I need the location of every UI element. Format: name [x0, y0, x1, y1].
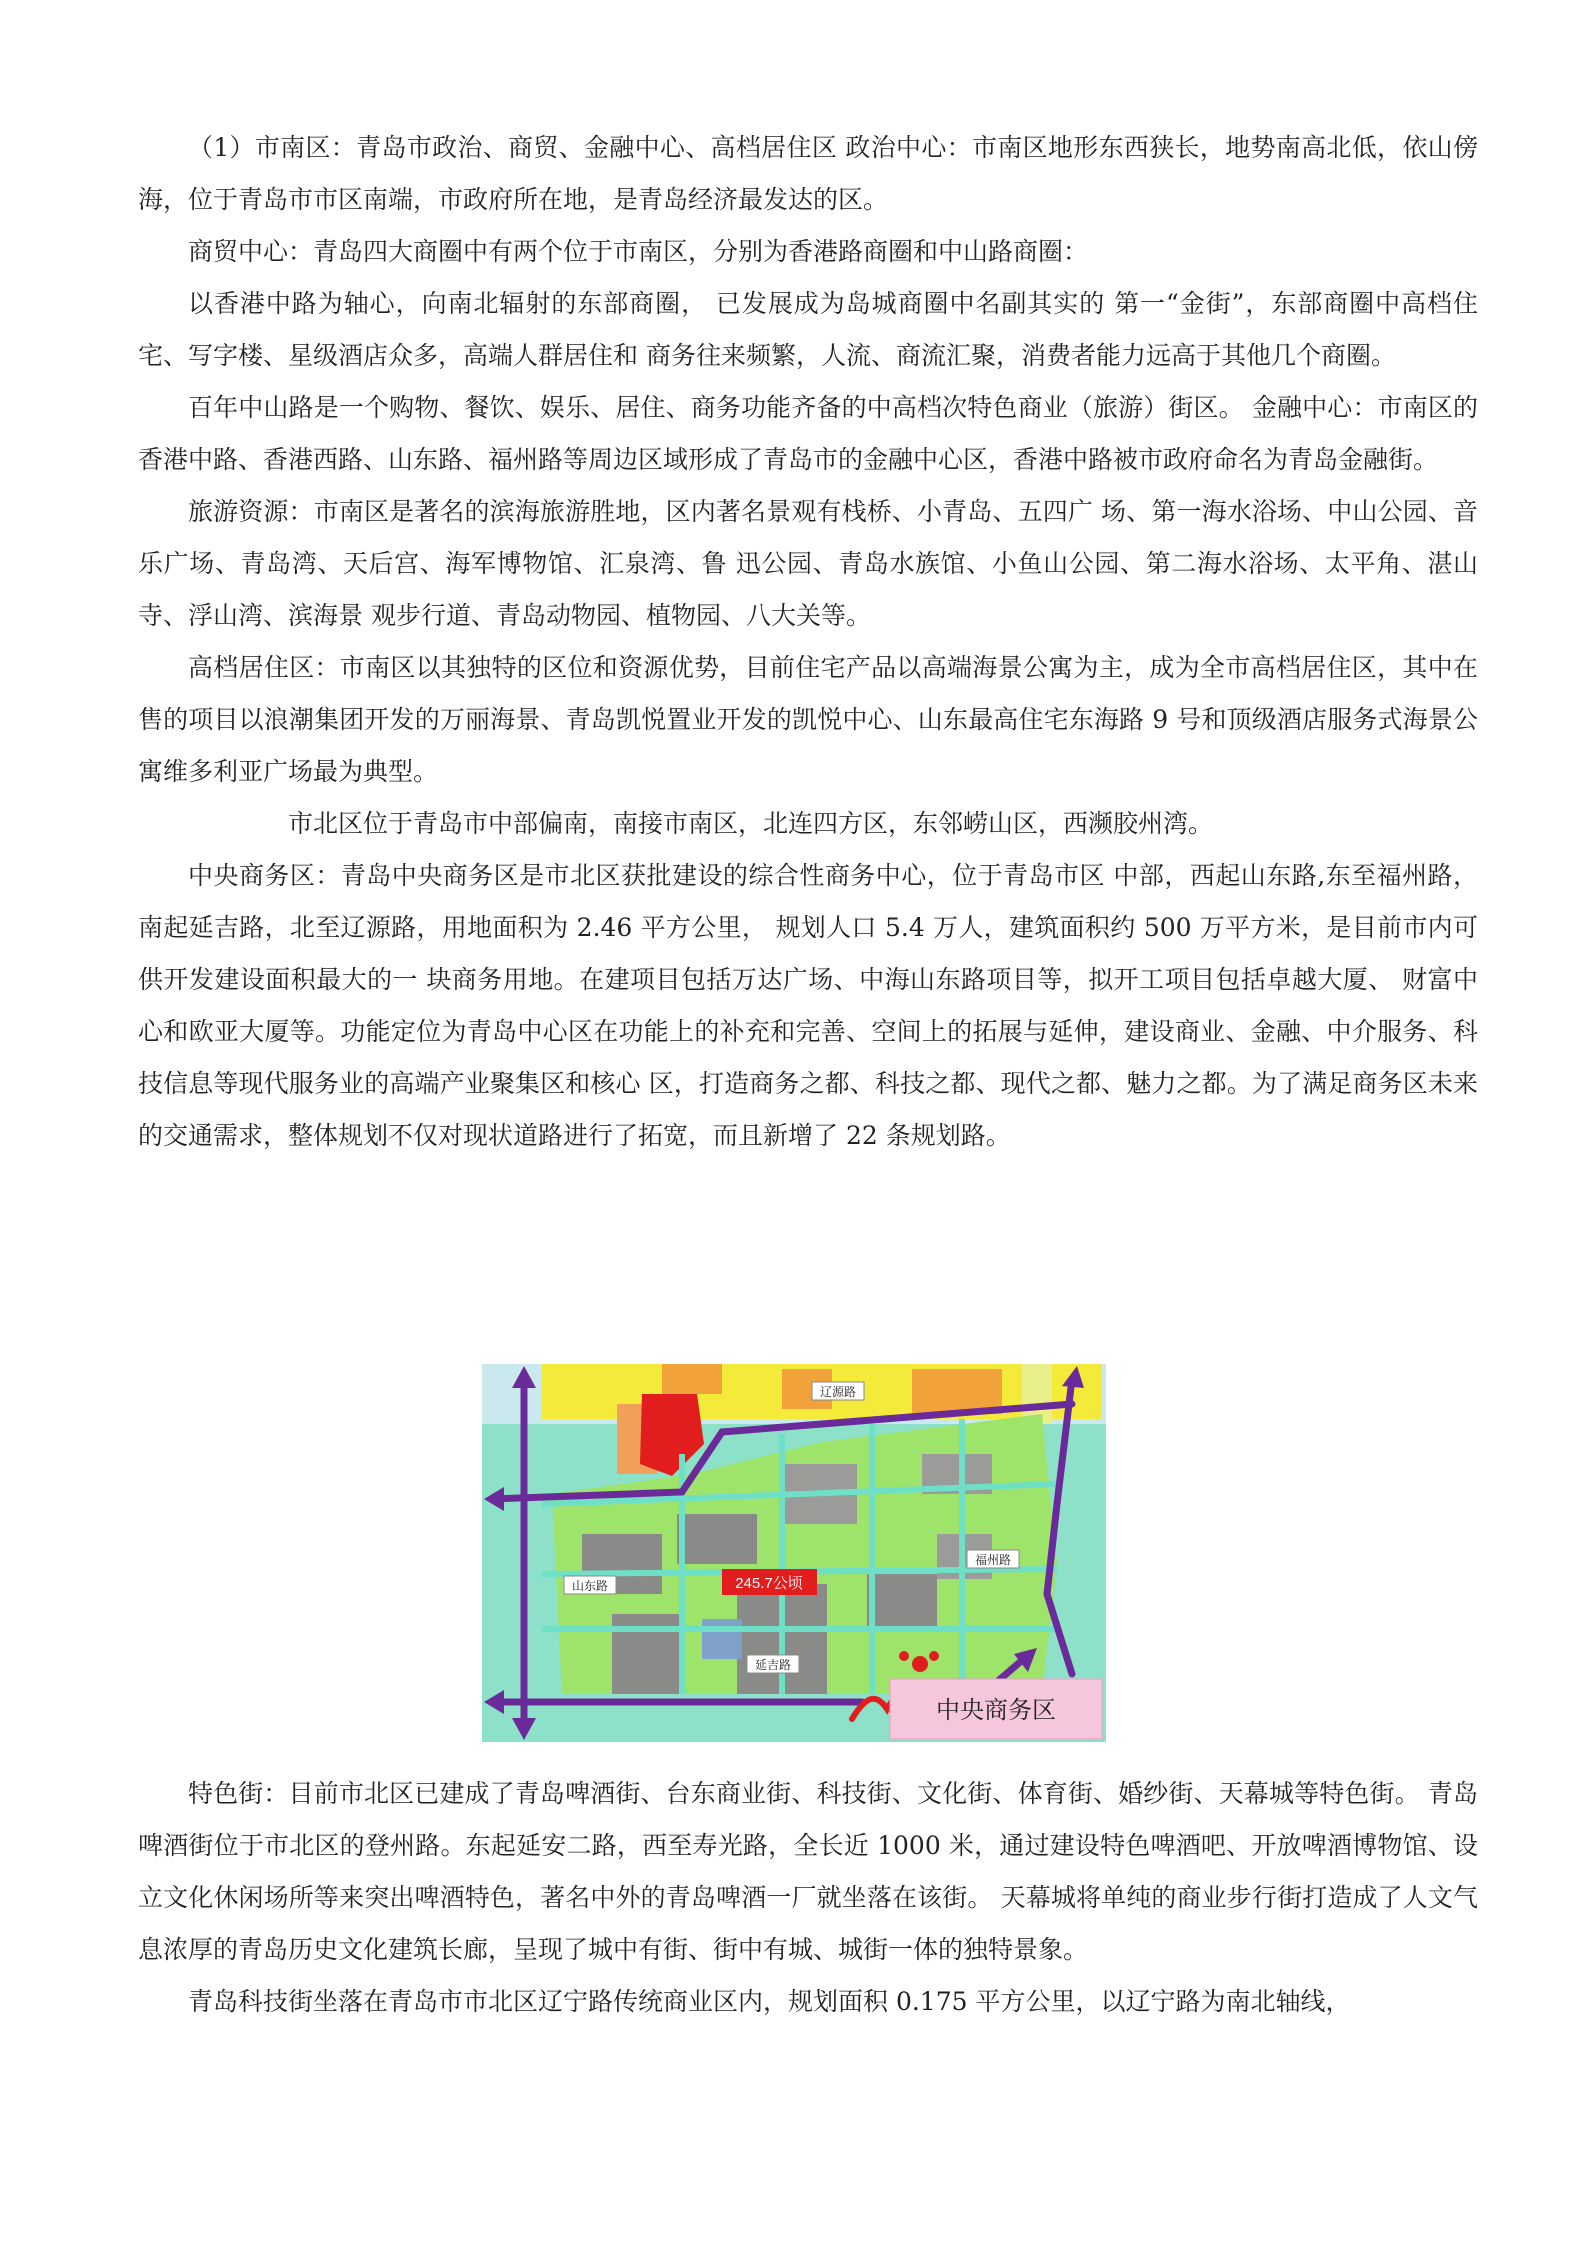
- paragraph-central-business-district: 中央商务区：青岛中央商务区是市北区获批建设的综合性商务中心，位于青岛市区 中部，西起山东路,东至福州路，南起延吉路，北至辽源路，用地面积为 2.46 平方公里， 规划人口 5.4 万人，建筑面积约 500 万平方米，是目前市内可供开发建设面积最大的一 块商务用地。在建项目包括万达广场、中海山东路项目等，拟开工项目包括卓越大厦、 财富中心和欧亚大厦等。功能定位为青岛中心区在功能上的补充和完善、空间上的拓展与延伸，建设商业、金融、中介服务、科技信息等现代服务业的高端产业聚集区和核心 区，打造商务之都、科技之都、现代之都、魅力之都。为了满足商务区未来的交通需求，整体规划不仅对现状道路进行了拓宽，而且新增了 22 条规划路。: [138, 861, 1478, 1150]
- paragraph-shibei-location: 市北区位于青岛市中部偏南，南接市南区，北连四方区，东邻崂山区，西濒胶州湾。: [288, 809, 1214, 838]
- map-building-block: [867, 1574, 937, 1629]
- map-north-orange-block: [662, 1364, 722, 1394]
- road-label-south: 延吉路: [754, 1658, 792, 1672]
- paragraph-high-end-residential: 高档居住区：市南区以其独特的区位和资源优势，目前住宅产品以高端海景公寓为主，成为全市高档居住区，其中在售的项目以浪潮集团开发的万丽海景、青岛凯悦置业开发的凯悦中心、山东最高住宅东海路 9 号和顶级酒店服务式海景公寓维多利亚广场最为典型。: [138, 653, 1478, 786]
- paragraph-shinan-overview: （1）市南区：青岛市政治、商贸、金融中心、高档居住区 政治中心：市南区地形东西狭长，地势南高北低，依山傍海，位于青岛市市区南端，市政府所在地，是青岛经济最发达的区。: [138, 133, 1478, 214]
- road-label-west: 山东路: [571, 1579, 609, 1593]
- paragraph-tech-street: 青岛科技街坐落在青岛市市北区辽宁路传统商业区内，规划面积 0.175 平方公里，以辽宁路为南北轴线，: [188, 1987, 1351, 2016]
- cbd-label: 中央商务区: [936, 1698, 1056, 1724]
- map-blue-block: [702, 1619, 742, 1659]
- road-label-east: 福州路: [974, 1553, 1012, 1567]
- text-section-2: [138, 1768, 1478, 2028]
- area-label: 245.7公顷: [735, 1575, 803, 1592]
- paragraph-tourism-resources: 旅游资源：市南区是著名的滨海旅游胜地，区内著名景观有栈桥、小青岛、五四广 场、第一海水浴场、中山公园、音乐广场、青岛湾、天后宫、海军博物馆、汇泉湾、鲁 迅公园、青岛水族馆、小鱼山公园、第二海水浴场、太平角、湛山寺、浮山湾、滨海景 观步行道、青岛动物园、植物园、八大关等。: [138, 497, 1478, 630]
- road-label-north: 辽源路: [819, 1385, 857, 1399]
- text-section-1: [138, 122, 1478, 1162]
- cbd-map-figure: [482, 1364, 1106, 1742]
- paragraph-zhongshan-road: 百年中山路是一个购物、餐饮、娱乐、居住、商务功能齐备的中高档次特色商业（旅游）街区。 金融中心：市南区的香港中路、香港西路、山东路、福州路等周边区域形成了青岛市的金融中心区，香港中路被市政府命名为青岛金融街。: [138, 393, 1478, 474]
- cbd-map: [482, 1364, 1106, 1742]
- paragraph-east-business-circle: 以香港中路为轴心，向南北辐射的东部商圈， 已发展成为岛城商圈中名副其实的 第一“金街”，东部商圈中高档住宅、写字楼、星级酒店众多，高端人群居住和 商务往来频繁，人流、商流汇聚，消费者能力远高于其他几个商圈。: [138, 289, 1478, 370]
- paragraph-commerce-center: 商贸中心：青岛四大商圈中有两个位于市南区，分别为香港路商圈和中山路商圈：: [188, 237, 1089, 266]
- paragraph-feature-streets: 特色街：目前市北区已建成了青岛啤酒街、台东商业街、科技街、文化街、体育街、婚纱街、天幕城等特色街。 青岛啤酒街位于市北区的登州路。东起延安二路，西至寿光路，全长近 1000 米，通过建设特色啤酒吧、开放啤酒博物馆、设立文化休闲场所等来突出啤酒特色，著名中外的青岛啤酒一厂就坐落在该街。 天幕城将单纯的商业步行街打造成了人文气息浓厚的青岛历史文化建筑长廊，呈现了城中有街、街中有城、城街一体的独特景象。: [138, 1779, 1478, 1964]
- map-building-block: [677, 1514, 757, 1564]
